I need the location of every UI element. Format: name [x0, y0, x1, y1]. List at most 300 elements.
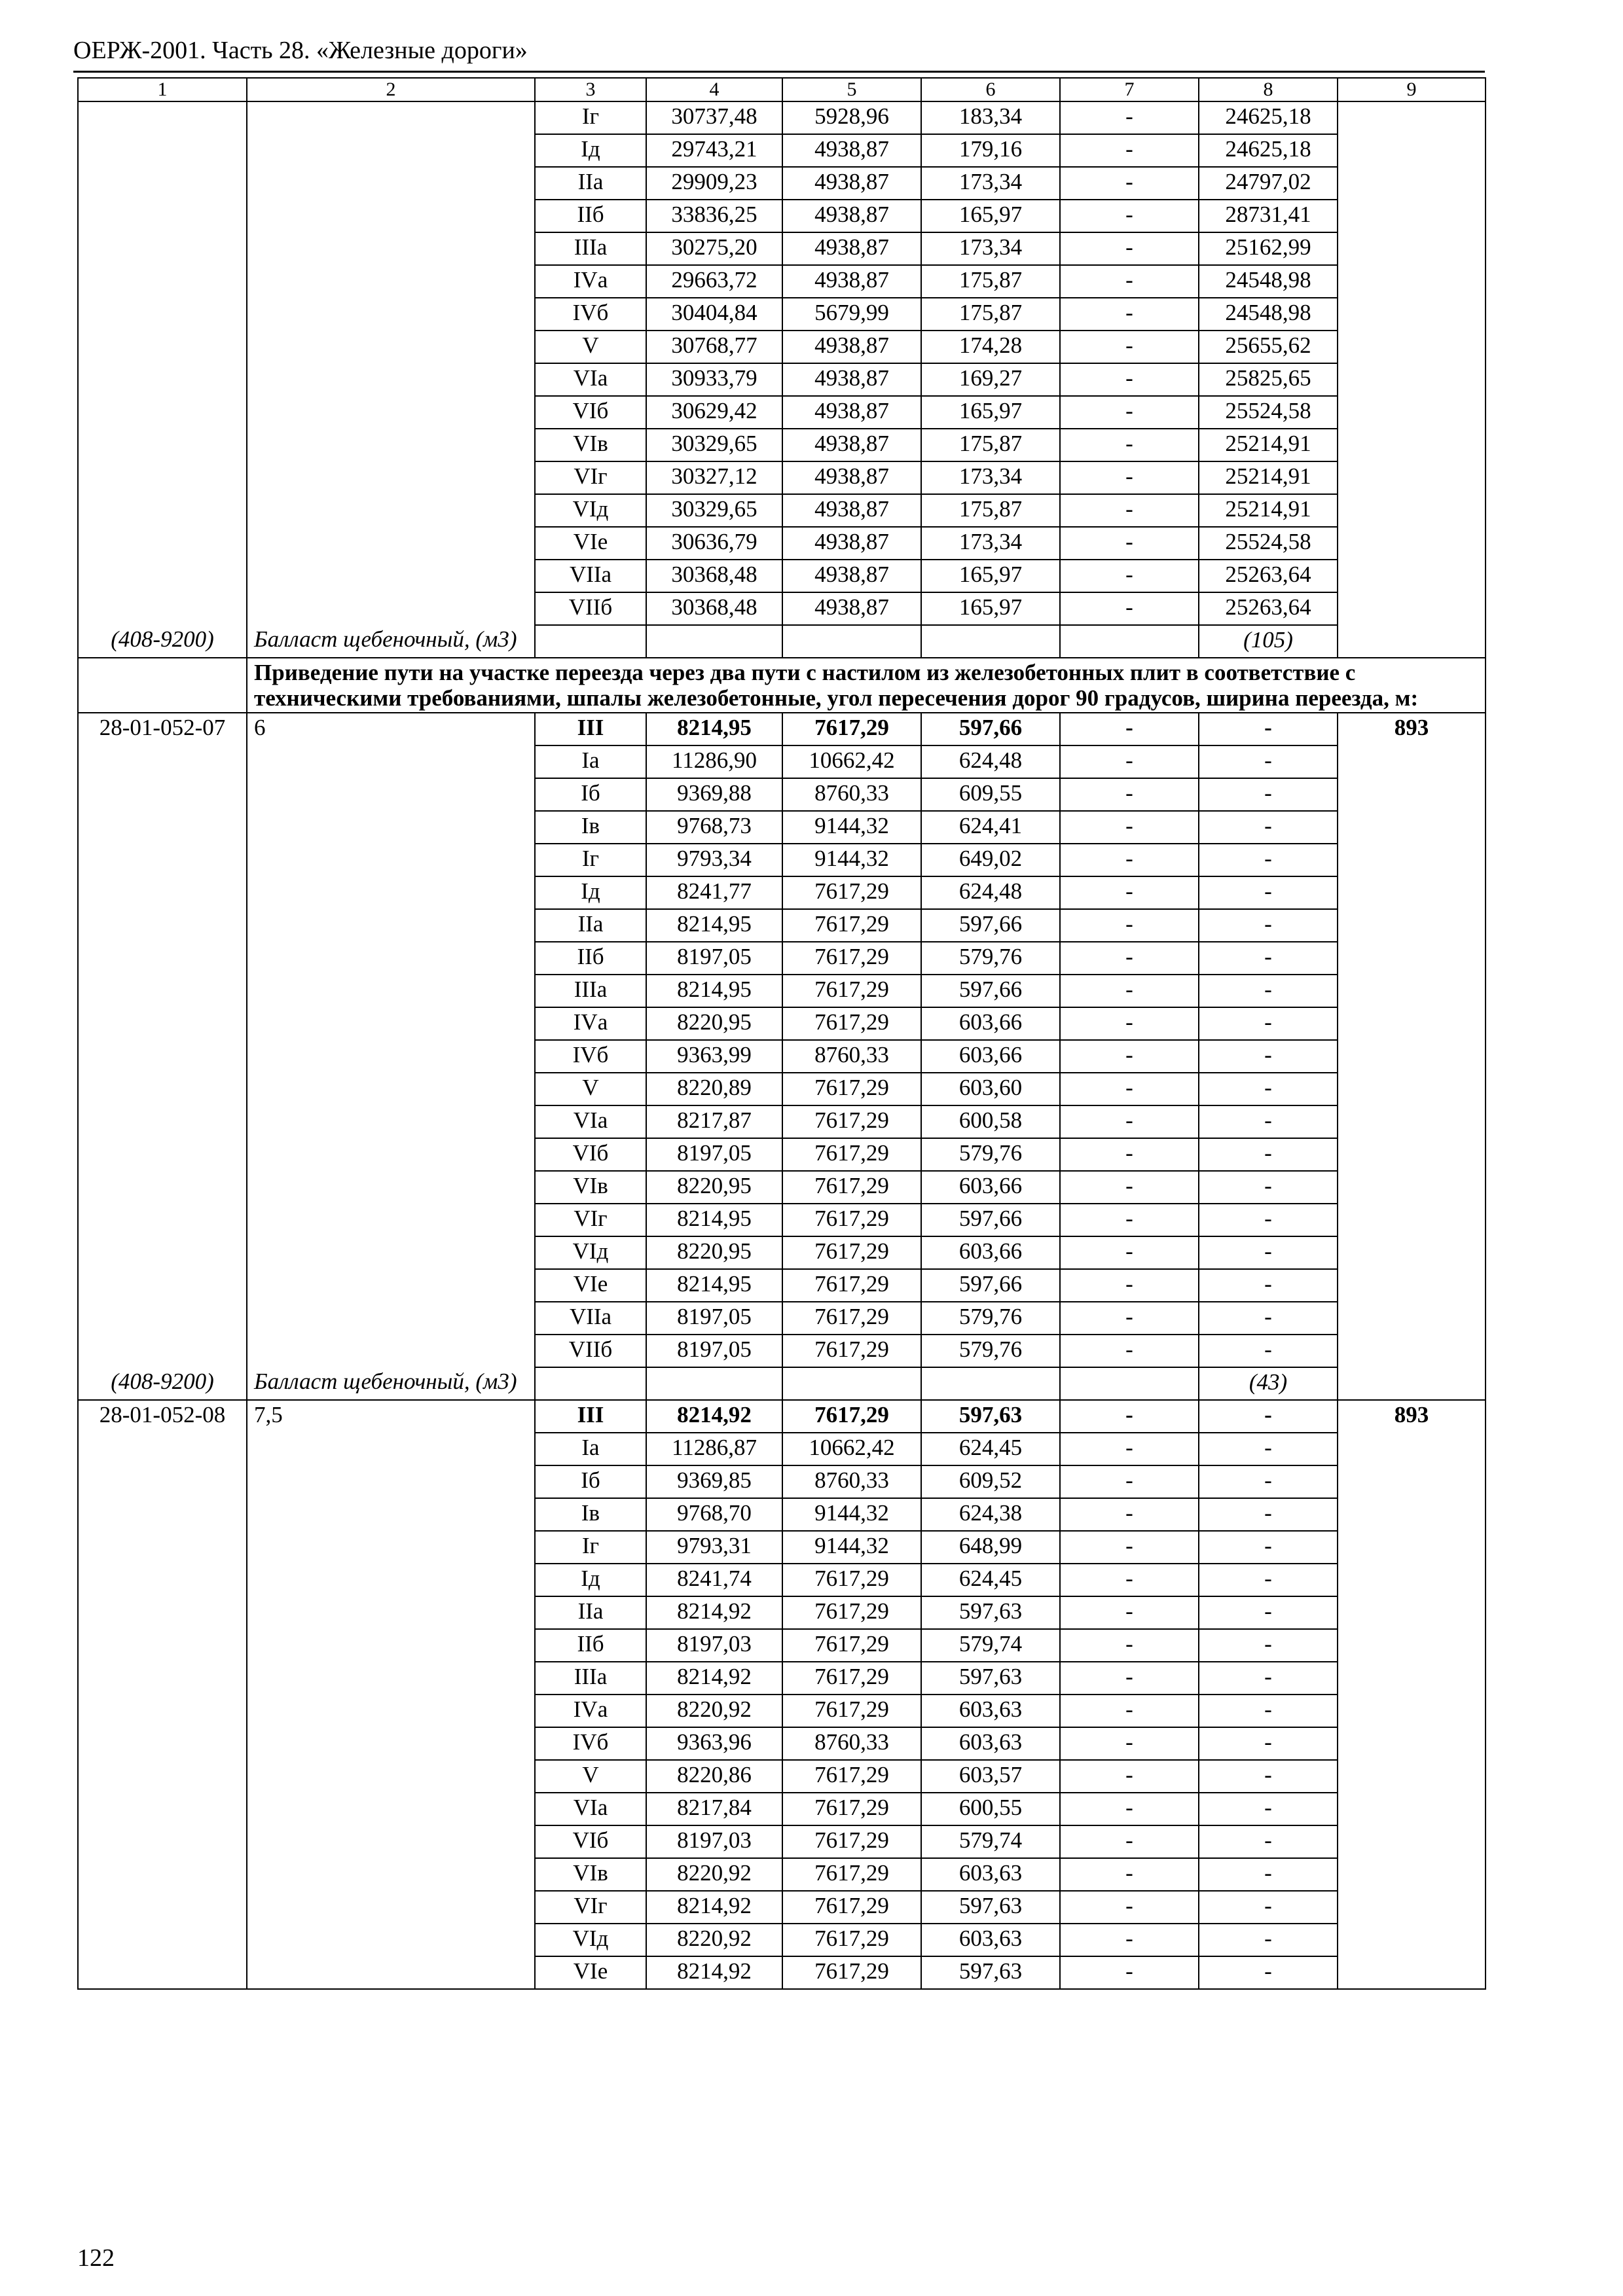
code-cell	[78, 200, 247, 232]
zone-cell: IVа	[535, 265, 646, 298]
value-cell: 579,76	[921, 942, 1060, 975]
column-number: 2	[247, 78, 535, 101]
value-cell: -	[1060, 1924, 1199, 1956]
description-cell	[247, 461, 535, 494]
value-cell: 28731,41	[1199, 200, 1338, 232]
value-cell: 597,66	[921, 1269, 1060, 1302]
index-cell	[1338, 560, 1486, 592]
value-cell: -	[1060, 1171, 1199, 1204]
index-cell	[1338, 1727, 1486, 1760]
zone-cell: VIв	[535, 429, 646, 461]
value-cell: 7617,29	[782, 1302, 921, 1335]
index-cell	[1338, 1760, 1486, 1793]
value-cell: 25214,91	[1199, 461, 1338, 494]
table-row	[78, 942, 1486, 975]
value-cell: 8197,03	[646, 1629, 782, 1662]
code-cell	[78, 363, 247, 396]
value-cell: 24625,18	[1199, 101, 1338, 134]
value-cell: -	[1060, 942, 1199, 975]
value-cell: 4938,87	[782, 167, 921, 200]
description-cell	[247, 134, 535, 167]
table-row	[78, 200, 1486, 232]
value-cell: -	[1199, 1727, 1338, 1760]
code-cell	[78, 1695, 247, 1727]
value-cell: 8214,92	[646, 1956, 782, 1989]
index-cell	[1338, 811, 1486, 844]
value-cell: 8220,86	[646, 1760, 782, 1793]
value-cell: -	[1060, 200, 1199, 232]
index-cell	[1338, 1335, 1486, 1367]
value-cell: 4938,87	[782, 232, 921, 265]
code-cell	[78, 1564, 247, 1596]
value-cell: 4938,87	[782, 461, 921, 494]
value-cell: -	[1060, 1793, 1199, 1825]
value-cell: 24548,98	[1199, 265, 1338, 298]
table-row	[78, 1662, 1486, 1695]
description-cell	[247, 1073, 535, 1105]
value-cell: 8197,05	[646, 942, 782, 975]
empty-cell	[782, 625, 921, 658]
table-row	[78, 396, 1486, 429]
zone-cell: Iг	[535, 844, 646, 876]
value-cell: 8197,05	[646, 1138, 782, 1171]
value-cell: 165,97	[921, 560, 1060, 592]
zone-cell: VIг	[535, 1891, 646, 1924]
code-cell	[78, 1858, 247, 1891]
zone-cell: VIе	[535, 1269, 646, 1302]
description-cell	[247, 844, 535, 876]
value-cell: 7617,29	[782, 1564, 921, 1596]
description-cell	[247, 1433, 535, 1465]
empty-cell	[1338, 1367, 1486, 1400]
index-cell	[1338, 844, 1486, 876]
index-cell	[1338, 1629, 1486, 1662]
description-cell	[247, 527, 535, 560]
table-row	[78, 811, 1486, 844]
code-cell: 28-01-052-07	[78, 713, 247, 745]
value-cell: 8214,92	[646, 1596, 782, 1629]
zone-cell: IIIа	[535, 975, 646, 1007]
table-row	[78, 101, 1486, 134]
value-cell: -	[1199, 1073, 1338, 1105]
code-cell: 28-01-052-08	[78, 1400, 247, 1433]
index-cell	[1338, 232, 1486, 265]
value-cell: -	[1199, 1269, 1338, 1302]
table-row	[78, 134, 1486, 167]
table-row	[78, 1073, 1486, 1105]
index-cell	[1338, 1825, 1486, 1858]
value-cell: 165,97	[921, 592, 1060, 625]
index-cell	[1338, 876, 1486, 909]
index-cell	[1338, 265, 1486, 298]
index-cell	[1338, 396, 1486, 429]
zone-cell: Iд	[535, 1564, 646, 1596]
table-row	[78, 876, 1486, 909]
value-cell: -	[1060, 1302, 1199, 1335]
description-cell	[247, 363, 535, 396]
description-cell	[247, 200, 535, 232]
table-row	[78, 1695, 1486, 1727]
description-cell	[247, 942, 535, 975]
table-row	[78, 1924, 1486, 1956]
value-cell: -	[1199, 1858, 1338, 1891]
value-cell: -	[1060, 1433, 1199, 1465]
code-cell	[78, 1498, 247, 1531]
value-cell: 9369,88	[646, 778, 782, 811]
value-cell: -	[1060, 1727, 1199, 1760]
value-cell: 25263,64	[1199, 560, 1338, 592]
value-cell: -	[1060, 1073, 1199, 1105]
table-row	[78, 1596, 1486, 1629]
value-cell: 9369,85	[646, 1465, 782, 1498]
value-cell: 8241,77	[646, 876, 782, 909]
value-cell: -	[1199, 1498, 1338, 1531]
code-cell	[78, 844, 247, 876]
value-cell: 4938,87	[782, 363, 921, 396]
description-cell	[247, 265, 535, 298]
value-cell: 33836,25	[646, 200, 782, 232]
empty-cell	[535, 625, 646, 658]
value-cell: 8197,05	[646, 1302, 782, 1335]
value-cell: 624,45	[921, 1433, 1060, 1465]
code-cell	[78, 265, 247, 298]
code-cell	[78, 1073, 247, 1105]
description-cell	[247, 1956, 535, 1989]
table-row	[78, 429, 1486, 461]
zone-cell: Iг	[535, 1531, 646, 1564]
value-cell: 11286,87	[646, 1433, 782, 1465]
value-cell: 597,63	[921, 1956, 1060, 1989]
value-cell: -	[1060, 745, 1199, 778]
table-row	[78, 592, 1486, 625]
value-cell: 579,76	[921, 1138, 1060, 1171]
code-cell	[78, 429, 247, 461]
value-cell: 609,52	[921, 1465, 1060, 1498]
table-row	[78, 560, 1486, 592]
index-cell	[1338, 167, 1486, 200]
code-cell	[78, 1924, 247, 1956]
index-cell	[1338, 101, 1486, 134]
value-cell: 8220,92	[646, 1924, 782, 1956]
description-cell	[247, 1105, 535, 1138]
ballast-value: (43)	[1199, 1367, 1338, 1400]
value-cell: 603,63	[921, 1695, 1060, 1727]
ballast-name: Балласт щебеночный, (м3)	[247, 1367, 535, 1400]
value-cell: 30275,20	[646, 232, 782, 265]
index-cell	[1338, 745, 1486, 778]
value-cell: -	[1060, 844, 1199, 876]
value-cell: 183,34	[921, 101, 1060, 134]
value-cell: 9144,32	[782, 811, 921, 844]
value-cell: 649,02	[921, 844, 1060, 876]
table-row	[78, 1204, 1486, 1236]
value-cell: -	[1199, 713, 1338, 745]
value-cell: 165,97	[921, 396, 1060, 429]
zone-cell: VIб	[535, 396, 646, 429]
index-cell	[1338, 461, 1486, 494]
description-cell	[247, 592, 535, 625]
value-cell: -	[1060, 560, 1199, 592]
value-cell: 25524,58	[1199, 396, 1338, 429]
value-cell: -	[1060, 1236, 1199, 1269]
table-row	[78, 713, 1486, 745]
table-row	[78, 1269, 1486, 1302]
index-cell	[1338, 1073, 1486, 1105]
value-cell: 4938,87	[782, 265, 921, 298]
index-cell	[1338, 298, 1486, 331]
description-cell: 6	[247, 713, 535, 745]
value-cell: -	[1060, 1662, 1199, 1695]
value-cell: -	[1199, 1629, 1338, 1662]
index-cell	[1338, 1465, 1486, 1498]
value-cell: 579,76	[921, 1302, 1060, 1335]
value-cell: -	[1060, 1629, 1199, 1662]
value-cell: -	[1199, 942, 1338, 975]
value-cell: 4938,87	[782, 527, 921, 560]
value-cell: 179,16	[921, 134, 1060, 167]
value-cell: 173,34	[921, 461, 1060, 494]
value-cell: 603,66	[921, 1236, 1060, 1269]
column-number-row	[78, 78, 1486, 101]
value-cell: 8220,95	[646, 1236, 782, 1269]
description-cell	[247, 1269, 535, 1302]
table-row	[78, 1956, 1486, 1989]
value-cell: 7617,29	[782, 1596, 921, 1629]
table-row	[78, 494, 1486, 527]
value-cell: -	[1060, 232, 1199, 265]
table-row	[78, 1760, 1486, 1793]
table-row	[78, 909, 1486, 942]
value-cell: 25825,65	[1199, 363, 1338, 396]
value-cell: 30629,42	[646, 396, 782, 429]
price-table	[77, 77, 1486, 1990]
code-cell	[78, 942, 247, 975]
value-cell: 4938,87	[782, 396, 921, 429]
index-cell	[1338, 592, 1486, 625]
value-cell: 7617,29	[782, 1105, 921, 1138]
description-cell	[247, 1662, 535, 1695]
value-cell: -	[1060, 1400, 1199, 1433]
column-number: 3	[535, 78, 646, 101]
ballast-code: (408-9200)	[78, 1367, 247, 1400]
value-cell: -	[1199, 1956, 1338, 1989]
value-cell: -	[1199, 1531, 1338, 1564]
value-cell: -	[1199, 1662, 1338, 1695]
index-cell	[1338, 1040, 1486, 1073]
empty-cell	[782, 1367, 921, 1400]
value-cell: 24548,98	[1199, 298, 1338, 331]
index-cell	[1338, 1302, 1486, 1335]
value-cell: 8220,95	[646, 1007, 782, 1040]
value-cell: 25263,64	[1199, 592, 1338, 625]
value-cell: -	[1199, 876, 1338, 909]
empty-cell	[535, 1367, 646, 1400]
value-cell: 8214,92	[646, 1891, 782, 1924]
value-cell: -	[1060, 1825, 1199, 1858]
value-cell: -	[1060, 396, 1199, 429]
code-cell	[78, 1825, 247, 1858]
table-row	[78, 1825, 1486, 1858]
value-cell: -	[1199, 909, 1338, 942]
description-cell	[247, 331, 535, 363]
value-cell: -	[1060, 1204, 1199, 1236]
index-cell	[1338, 1138, 1486, 1171]
empty-cell	[646, 1367, 782, 1400]
table-row	[78, 778, 1486, 811]
value-cell: 600,55	[921, 1793, 1060, 1825]
value-cell: -	[1060, 713, 1199, 745]
value-cell: 8197,05	[646, 1335, 782, 1367]
value-cell: 7617,29	[782, 1825, 921, 1858]
zone-cell: IIб	[535, 200, 646, 232]
table-row	[78, 844, 1486, 876]
value-cell: 4938,87	[782, 592, 921, 625]
value-cell: 603,63	[921, 1727, 1060, 1760]
value-cell: -	[1060, 1007, 1199, 1040]
description-cell	[247, 778, 535, 811]
value-cell: -	[1060, 461, 1199, 494]
value-cell: 597,66	[921, 975, 1060, 1007]
value-cell: 597,63	[921, 1891, 1060, 1924]
value-cell: -	[1199, 1596, 1338, 1629]
value-cell: -	[1199, 778, 1338, 811]
index-cell	[1338, 909, 1486, 942]
value-cell: 169,27	[921, 363, 1060, 396]
value-cell: -	[1060, 1564, 1199, 1596]
description-cell	[247, 1498, 535, 1531]
value-cell: 603,63	[921, 1858, 1060, 1891]
code-cell	[78, 1760, 247, 1793]
code-cell	[78, 778, 247, 811]
value-cell: -	[1060, 1891, 1199, 1924]
value-cell: -	[1199, 1695, 1338, 1727]
code-cell	[78, 1269, 247, 1302]
code-cell	[78, 1236, 247, 1269]
value-cell: -	[1060, 494, 1199, 527]
column-number: 1	[78, 78, 247, 101]
zone-cell: IVб	[535, 1040, 646, 1073]
value-cell: 9768,73	[646, 811, 782, 844]
value-cell: -	[1060, 1269, 1199, 1302]
value-cell: -	[1060, 1040, 1199, 1073]
zone-cell: VIе	[535, 527, 646, 560]
code-cell	[78, 1302, 247, 1335]
section-title: Приведение пути на участке переезда через два пути с настилом из железобетонных плит в соответствие с техническими требованиями, шпалы железобетонные, угол пересечения дорог 90 градусов, ширина переезда, м:	[247, 658, 1486, 713]
description-cell	[247, 1891, 535, 1924]
value-cell: 30368,48	[646, 592, 782, 625]
page-number: 122	[77, 2244, 115, 2272]
zone-cell: VIд	[535, 1924, 646, 1956]
table-row	[78, 1793, 1486, 1825]
description-cell	[247, 1596, 535, 1629]
empty-cell	[1060, 625, 1199, 658]
value-cell: 579,74	[921, 1825, 1060, 1858]
value-cell: 9363,96	[646, 1727, 782, 1760]
code-cell	[78, 331, 247, 363]
value-cell: -	[1199, 1007, 1338, 1040]
value-cell: 7617,29	[782, 975, 921, 1007]
description-cell: 7,5	[247, 1400, 535, 1433]
zone-cell: VIв	[535, 1858, 646, 1891]
zone-cell: VIIб	[535, 592, 646, 625]
table-row	[78, 1236, 1486, 1269]
value-cell: 24625,18	[1199, 134, 1338, 167]
index-cell	[1338, 134, 1486, 167]
value-cell: 25214,91	[1199, 494, 1338, 527]
value-cell: 30368,48	[646, 560, 782, 592]
value-cell: 5928,96	[782, 101, 921, 134]
value-cell: -	[1060, 527, 1199, 560]
code-cell	[78, 298, 247, 331]
index-cell	[1338, 1596, 1486, 1629]
value-cell: 4938,87	[782, 560, 921, 592]
value-cell: 603,66	[921, 1007, 1060, 1040]
table-row	[78, 265, 1486, 298]
value-cell: 7617,29	[782, 1171, 921, 1204]
table-row	[78, 461, 1486, 494]
value-cell: 7617,29	[782, 1956, 921, 1989]
index-cell	[1338, 1662, 1486, 1695]
value-cell: 25214,91	[1199, 429, 1338, 461]
code-cell	[78, 745, 247, 778]
description-cell	[247, 975, 535, 1007]
value-cell: 8760,33	[782, 1040, 921, 1073]
value-cell: 8214,95	[646, 975, 782, 1007]
value-cell: 624,48	[921, 745, 1060, 778]
value-cell: 173,34	[921, 527, 1060, 560]
zone-cell: VIIб	[535, 1335, 646, 1367]
value-cell: -	[1199, 1793, 1338, 1825]
value-cell: 11286,90	[646, 745, 782, 778]
index-cell	[1338, 1269, 1486, 1302]
value-cell: -	[1199, 1924, 1338, 1956]
value-cell: 175,87	[921, 494, 1060, 527]
index-cell	[1338, 1924, 1486, 1956]
empty-cell	[1338, 625, 1486, 658]
value-cell: 8217,84	[646, 1793, 782, 1825]
zone-cell: Iа	[535, 1433, 646, 1465]
zone-cell: Iд	[535, 134, 646, 167]
value-cell: -	[1199, 1465, 1338, 1498]
table-row	[78, 1007, 1486, 1040]
code-cell	[78, 909, 247, 942]
table-row	[78, 1465, 1486, 1498]
description-cell	[247, 1465, 535, 1498]
value-cell: -	[1060, 167, 1199, 200]
description-cell	[247, 298, 535, 331]
value-cell: 30737,48	[646, 101, 782, 134]
value-cell: 7617,29	[782, 942, 921, 975]
description-cell	[247, 396, 535, 429]
column-number: 8	[1199, 78, 1338, 101]
index-cell	[1338, 429, 1486, 461]
code-cell	[78, 232, 247, 265]
zone-cell: V	[535, 331, 646, 363]
description-cell	[247, 1171, 535, 1204]
description-cell	[247, 560, 535, 592]
table-row	[78, 1629, 1486, 1662]
index-cell	[1338, 1564, 1486, 1596]
value-cell: 9768,70	[646, 1498, 782, 1531]
value-cell: -	[1060, 1596, 1199, 1629]
index-cell	[1338, 1531, 1486, 1564]
table-row	[78, 1138, 1486, 1171]
index-cell	[1338, 1236, 1486, 1269]
value-cell: -	[1060, 1465, 1199, 1498]
value-cell: -	[1060, 1956, 1199, 1989]
code-cell	[78, 396, 247, 429]
index-cell	[1338, 1956, 1486, 1989]
